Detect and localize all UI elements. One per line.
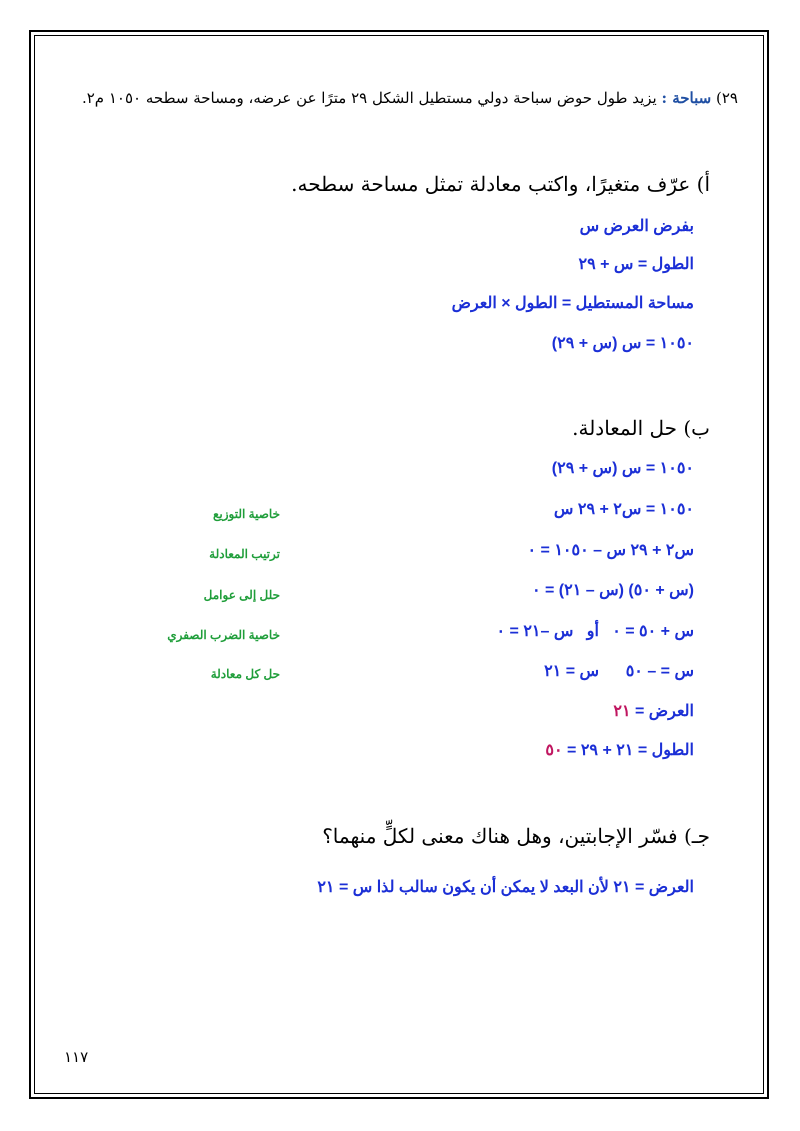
part-c-question: جـ) فسّر الإجابتين، وهل هناك معنى لكلٍّ منهما؟ — [322, 824, 710, 848]
part-a-answer-3: مساحة المستطيل = الطول × العرض — [451, 295, 694, 312]
part-c-answer: العرض = ٢١ لأن البعد لا يمكن أن يكون سالب لذا س = ٢١ — [317, 879, 694, 896]
step-2-note: خاصية التوزيع — [213, 507, 280, 521]
solution-step-3: س٢ + ٢٩ س – ١٠٥٠ = ٠ — [527, 542, 694, 559]
part-b-question: ب) حل المعادلة. — [572, 416, 710, 440]
solution-step-5: س + ٥٠ = ٠ أو س –٢١ = ٠ — [496, 623, 694, 640]
width-label: العرض = — [635, 703, 694, 720]
step-3-note: ترتيب المعادلة — [209, 547, 280, 561]
part-a-answer-1: بفرض العرض س — [579, 218, 694, 235]
solution-step-6: س = – ٥٠ س = ٢١ — [544, 663, 694, 680]
width-result — [613, 704, 694, 720]
problem-text: يزيد طول حوض سباحة دولي مستطيل الشكل ٢٩ مترًا عن عرضه، ومساحة سطحه ١٠٥٠ م٢. — [81, 89, 657, 107]
part-a-question: أ) عرّف متغيرًا، واكتب معادلة تمثل مساحة سطحه. — [291, 172, 710, 196]
problem-statement — [82, 91, 738, 106]
problem-keyword: سباحة : — [661, 89, 712, 107]
step-5-note: خاصية الضرب الصفري — [167, 628, 280, 642]
length-result — [545, 743, 694, 759]
part-a-answer-4: ١٠٥٠ = س (س + ٢٩) — [551, 335, 694, 352]
width-value: ٢١ — [613, 703, 631, 720]
page-number: ١١٧ — [64, 1048, 89, 1066]
solution-step-4: (س + ٥٠) (س – ٢١) = ٠ — [531, 582, 694, 599]
length-label: الطول = ٢١ + ٢٩ = — [567, 742, 694, 759]
problem-number: ٢٩) — [716, 89, 738, 107]
solution-step-1: ١٠٥٠ = س (س + ٢٩) — [551, 460, 694, 477]
step-6-note: حل كل معادلة — [210, 667, 280, 681]
solution-step-2: ١٠٥٠ = س٢ + ٢٩ س — [553, 501, 694, 518]
part-a-answer-2: الطول = س + ٢٩ — [578, 256, 694, 273]
length-value: ٥٠ — [545, 742, 563, 759]
step-4-note: حلل إلى عوامل — [203, 588, 280, 602]
